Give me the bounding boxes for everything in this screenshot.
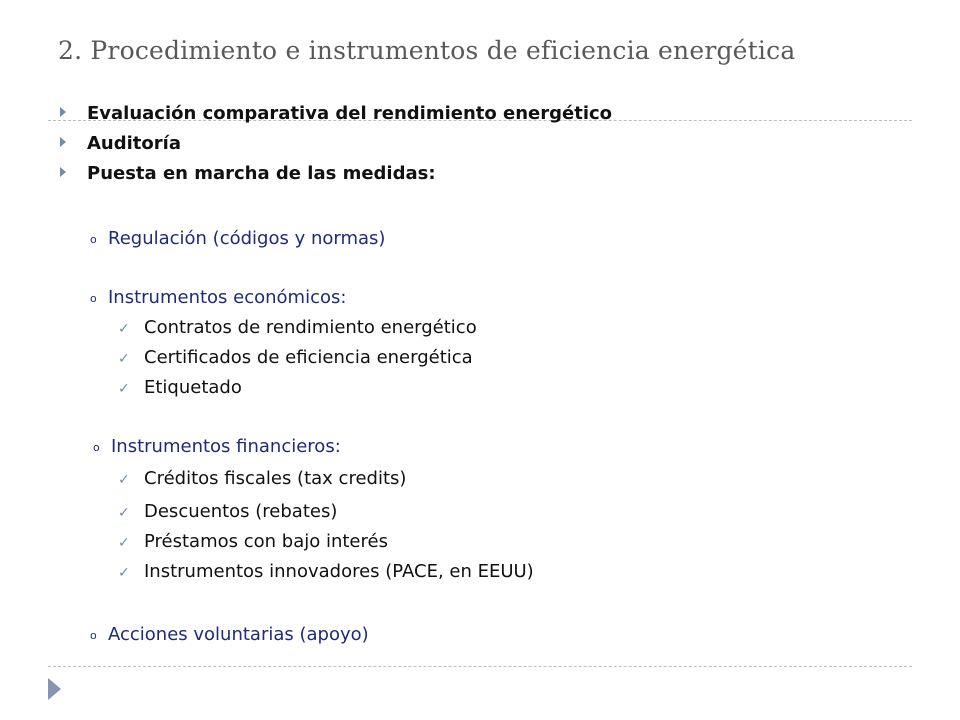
sub-financieros [93, 436, 341, 457]
check-text: Descuentos (rebates) [144, 501, 338, 522]
sub-economicos [90, 287, 346, 308]
triangle-bullet-icon [60, 167, 66, 177]
check-item [118, 347, 473, 368]
check-text: Instrumentos innovadores (PACE, en EEUU) [144, 561, 534, 582]
check-text: Etiquetado [144, 377, 242, 398]
check-item [118, 561, 534, 582]
checkmark-icon: ✓ [118, 351, 130, 367]
checkmark-icon: ✓ [118, 472, 130, 488]
bullet-auditoria [60, 133, 181, 154]
check-item [118, 531, 388, 552]
check-text: Certificados de eficiencia energética [144, 347, 473, 368]
bullet-puesta-en-marcha [60, 163, 436, 184]
sub-regulacion [90, 228, 385, 249]
bullet-text: Evaluación comparativa del rendimiento energético [87, 103, 613, 124]
circle-bullet-icon: o [93, 441, 100, 454]
bullet-text: Puesta en marcha de las medidas: [87, 163, 436, 184]
circle-bullet-icon: o [90, 292, 97, 305]
checkmark-icon: ✓ [118, 321, 130, 337]
bullet-evaluacion [60, 103, 612, 124]
checkmark-icon: ✓ [118, 535, 130, 551]
checkmark-icon: ✓ [118, 565, 130, 581]
sub-text: Instrumentos económicos: [108, 287, 347, 308]
corner-triangle-icon [48, 678, 61, 700]
triangle-bullet-icon [60, 137, 66, 147]
sub-text: Instrumentos financieros: [111, 436, 341, 457]
check-item [118, 468, 406, 489]
check-item [118, 317, 477, 338]
triangle-bullet-icon [60, 107, 66, 117]
checkmark-icon: ✓ [118, 505, 130, 521]
sub-text: Acciones voluntarias (apoyo) [108, 624, 369, 645]
bullet-text: Auditoría [87, 133, 181, 154]
check-item [118, 377, 242, 398]
circle-bullet-icon: o [90, 629, 97, 642]
check-text: Contratos de rendimiento energético [144, 317, 477, 338]
bottom-divider [48, 666, 912, 667]
circle-bullet-icon: o [90, 233, 97, 246]
check-text: Préstamos con bajo interés [144, 531, 388, 552]
check-text: Créditos fiscales (tax credits) [144, 468, 407, 489]
checkmark-icon: ✓ [118, 381, 130, 397]
sub-voluntarias [90, 624, 369, 645]
check-item [118, 501, 337, 522]
sub-text: Regulación (códigos y normas) [108, 228, 386, 249]
slide-title: 2. Procedimiento e instrumentos de eficiencia energética [58, 36, 796, 65]
